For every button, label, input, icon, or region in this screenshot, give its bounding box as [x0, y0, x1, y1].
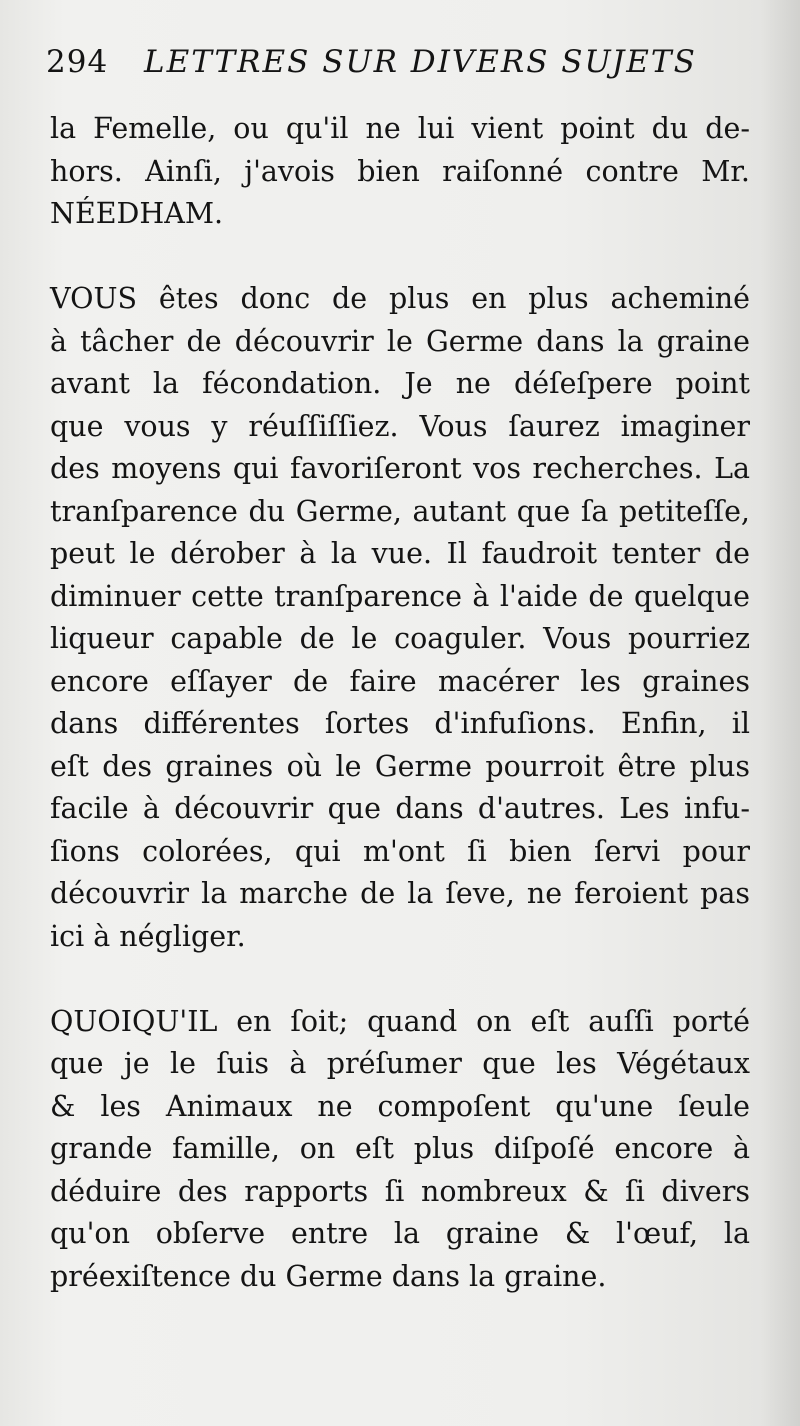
text-line: des moyens qui favoriſeront vos recherches. La	[50, 452, 750, 485]
text-line: que je le ſuis à préſumer que les Végétaux	[50, 1047, 750, 1080]
text-line: peut le dérober à la vue. Il faudroit tenter de	[50, 537, 750, 570]
text-line: diminuer cette tranſparence à l'aide de quelque	[50, 579, 750, 613]
text-line: NÉEDHAM.	[50, 197, 224, 230]
text-line: encore eſſayer de faire macérer les graines	[50, 664, 750, 698]
running-title: LETTRES SUR DIVERS SUJETS	[144, 44, 697, 80]
page-number: 294	[46, 44, 109, 80]
text-line: la Femelle, ou qu'il ne lui vient point du de-	[50, 112, 750, 145]
text-line: facile à découvrir que dans d'autres. Les infu-	[50, 792, 750, 825]
paragraph-gap	[50, 236, 750, 279]
body-text	[50, 108, 750, 1298]
paragraph-gap	[50, 958, 750, 1001]
running-head	[46, 44, 760, 94]
text-line: que vous y réuſſiſſiez. Vous ſaurez imaginer	[50, 409, 750, 443]
text-line: ſions colorées, qui m'ont ſi bien ſervi pour	[50, 834, 750, 868]
text-line: grande famille, on eſt plus diſpoſé encore à	[50, 1132, 750, 1165]
text-line: découvrir la marche de la ſeve, ne feroient pas	[50, 877, 750, 910]
page-edge-shadow	[760, 0, 800, 1426]
text-line: ici à négliger.	[50, 919, 246, 953]
text-line: avant la fécondation. Je ne déſeſpere point	[50, 367, 750, 400]
text-line: eſt des graines où le Germe pourroit être plus	[50, 749, 750, 783]
text-line: liqueur capable de le coaguler. Vous pourriez	[50, 622, 750, 655]
text-line: dans différentes ſortes d'infuſions. Enfin, il	[50, 707, 750, 740]
text-line: tranſparence du Germe, autant que ſa petiteſſe,	[50, 494, 750, 528]
text-line: préexiſtence du Germe dans la graine.	[50, 1259, 607, 1293]
text-line: & les Animaux ne compoſent qu'une ſeule	[50, 1089, 750, 1123]
text-line: déduire des rapports ſi nombreux & ſi divers	[50, 1174, 750, 1208]
text-line: hors. Ainſi, j'avois bien raiſonné contre Mr.	[50, 154, 750, 188]
text-line: qu'on obſerve entre la graine & l'œuf, la	[50, 1217, 750, 1250]
text-line: VOUS êtes donc de plus en plus acheminé	[50, 282, 750, 315]
text-line: QUOIQU'IL en ſoit; quand on eſt auſſi porté	[50, 1004, 750, 1038]
text-line: à tâcher de découvrir le Germe dans la graine	[50, 324, 750, 358]
